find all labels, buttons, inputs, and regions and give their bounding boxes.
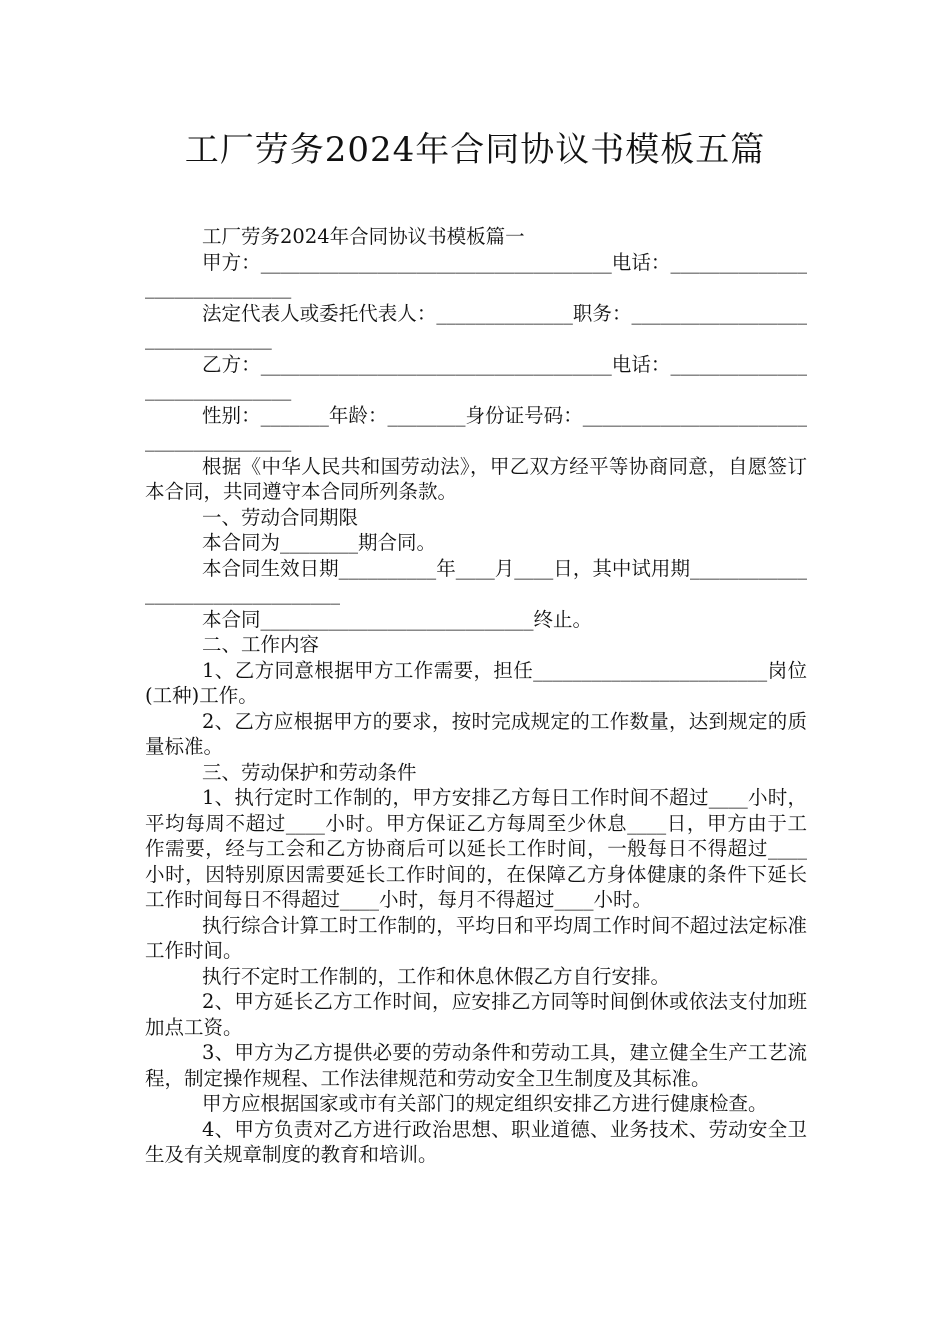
- paragraph: 1、执行定时工作制的，甲方安排乙方每日工作时间不超过____小时，平均每周不超过____小时。甲方保证乙方每周至少休息____日，甲方由于工作需要，经与工会和乙方协商后可以延长工作时间，一般每日不得超过____小时，因特别原因需要延长工作时间的，在保障乙方身体健康的条件下延长工作时间每日不得超过____小时，每月不得超过____小时。: [145, 786, 807, 911]
- clause-heading: 三、劳动保护和劳动条件: [202, 760, 417, 784]
- clause-heading: 一、劳动合同期限: [202, 505, 359, 529]
- document-title: 工厂劳务2024年合同协议书模板五篇: [184, 130, 766, 170]
- paragraph: 甲方应根据国家或市有关部门的规定组织安排乙方进行健康检查。: [202, 1092, 768, 1115]
- personal-info-line: 性别：_______年龄：________身份证号码：______________________________________: [145, 403, 807, 452]
- section-heading: 工厂劳务2024年合同协议书模板篇一: [202, 225, 525, 248]
- paragraph: 2、甲方延长乙方工作时间，应安排乙方同等时间倒休或依法支付加班加点工资。: [145, 990, 807, 1039]
- paragraph: 根据《中华人民共和国劳动法》，甲乙双方经平等协商同意，自愿签订本合同，共同遵守本合同所列条款。: [145, 454, 807, 503]
- paragraph: 本合同生效日期__________年____月____日，其中试用期________________________________: [145, 556, 807, 605]
- clause-heading: 二、工作内容: [202, 633, 320, 656]
- paragraph: 4、甲方负责对乙方进行政治思想、职业道德、业务技术、劳动安全卫生及有关规章制度的教育和培训。: [145, 1117, 807, 1166]
- party-b-line: 乙方：____________________________________电话：_____________________________: [145, 352, 807, 401]
- paragraph: 本合同____________________________终止。: [202, 607, 593, 631]
- document-body: [145, 224, 807, 1168]
- paragraph: 2、乙方应根据甲方的要求，按时完成规定的工作数量，达到规定的质量标准。: [145, 709, 807, 758]
- paragraph: 3、甲方为乙方提供必要的劳动条件和劳动工具，建立健全生产工艺流程，制定操作规程、工作法律规范和劳动安全卫生制度及其标准。: [145, 1041, 807, 1090]
- paragraph: 本合同为________期合同。: [202, 531, 437, 554]
- paragraph: 执行综合计算工时工作制的，平均日和平均周工作时间不超过法定标准工作时间。: [145, 913, 807, 962]
- paragraph: 1、乙方同意根据甲方工作需要，担任________________________岗位(工种)工作。: [145, 658, 807, 707]
- representative-line: 法定代表人或委托代表人：______________职务：_______________________________: [145, 301, 807, 350]
- party-a-line: 甲方：____________________________________电话：_____________________________: [145, 250, 807, 299]
- paragraph: 执行不定时工作制的，工作和休息休假乙方自行安排。: [202, 964, 671, 988]
